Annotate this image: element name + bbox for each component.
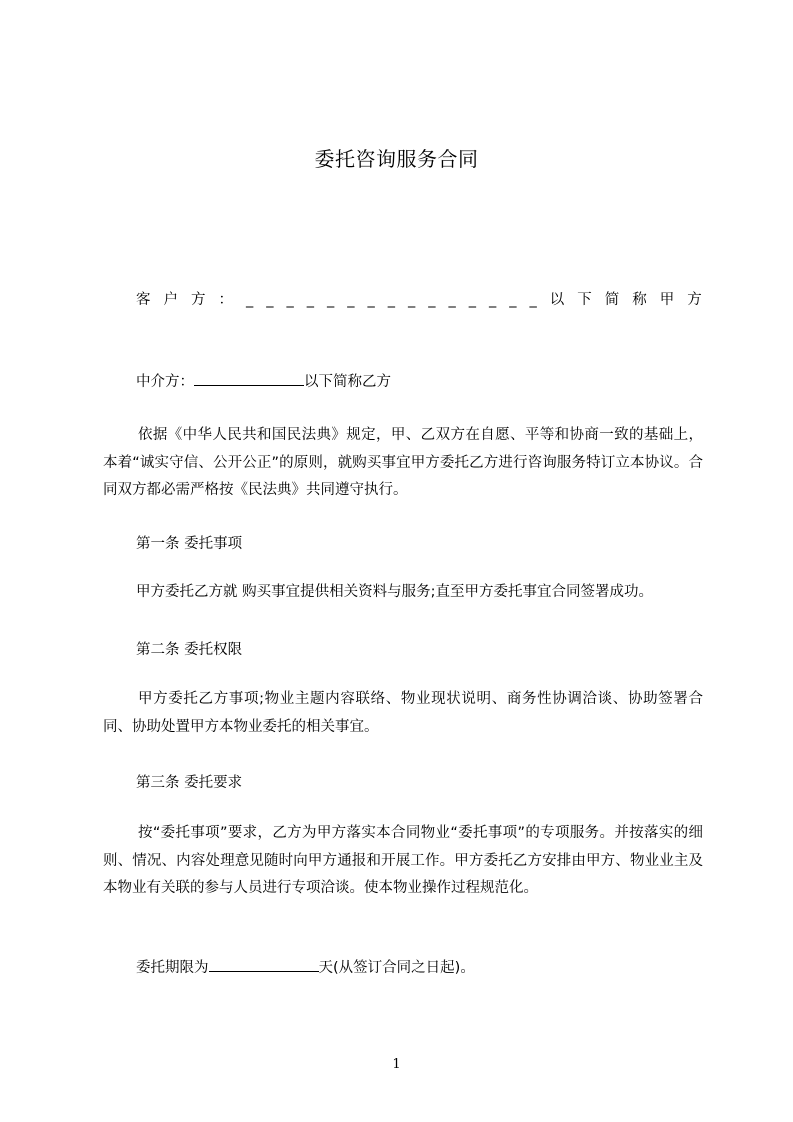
- client-blank-segment[interactable]: _: [367, 292, 375, 308]
- agent-party-line: [136, 369, 702, 395]
- client-line-char: 方: [191, 292, 206, 308]
- client-blank-segment[interactable]: _: [306, 292, 314, 308]
- article-1-heading: 第一条 委托事项: [136, 536, 243, 552]
- client-blank-segment[interactable]: _: [468, 292, 476, 308]
- client-line-char: 下: [577, 292, 592, 308]
- client-line-char: 客: [136, 292, 151, 308]
- article-2-body: 甲方委托乙方事项;物业主题内容联络、物业现状说明、商务性协调洽谈、协助签署合同、协助处置甲方本物业委托的相关事宜。: [103, 691, 703, 735]
- client-blank-segment[interactable]: _: [327, 292, 335, 308]
- agent-suffix: 以下简称乙方: [304, 374, 391, 390]
- article-2-heading: 第二条 委托权限: [136, 642, 243, 658]
- client-party-line: [136, 287, 702, 313]
- client-blank-segment[interactable]: _: [448, 292, 456, 308]
- client-blank-segment[interactable]: _: [509, 292, 517, 308]
- client-blank-segment[interactable]: _: [428, 292, 436, 308]
- client-line-char: 简: [604, 292, 620, 308]
- agent-name-blank[interactable]: [194, 371, 304, 386]
- client-blank-segment[interactable]: _: [266, 292, 274, 308]
- term-line: [136, 955, 702, 981]
- client-blank-segment[interactable]: _: [529, 292, 537, 308]
- term-label: 委托期限为: [136, 960, 209, 976]
- client-line-char: 户: [163, 292, 178, 308]
- article-3-body: 按“委托事项”要求，乙方为甲方落实本合同物业“委托事项”的专项服务。并按落实的细则、情况、内容处理意见随时向甲方通报和开展工作。甲方委托乙方安排由甲方、物业业主及本物业有关联的参与人员进行专项洽谈。使本物业操作过程规范化。: [103, 825, 703, 896]
- client-blank-segment[interactable]: _: [408, 292, 416, 308]
- term-days-blank[interactable]: [209, 957, 319, 972]
- intro-paragraph: 依据《中华人民共和国民法典》规定，甲、乙双方在自愿、平等和协商一致的基础上，本着“诚实守信、公开公正”的原则，就购买事宜甲方委托乙方进行咨询服务特订立本协议。合同双方都必需严格按《民法典》共同遵守执行。: [103, 427, 703, 498]
- term-suffix: 天(从签订合同之日起)。: [318, 960, 475, 976]
- client-line-char: 甲: [659, 292, 675, 308]
- document-title: 委托咨询服务合同: [314, 147, 479, 171]
- client-line-char: 以: [549, 292, 565, 308]
- client-line-char: 方: [687, 292, 702, 308]
- agent-label: 中介方：: [136, 374, 194, 390]
- client-blank-segment[interactable]: _: [246, 292, 254, 308]
- client-blank-segment[interactable]: _: [489, 292, 497, 308]
- client-blank-segment[interactable]: _: [387, 292, 395, 308]
- article-1-body: 甲方委托乙方就 购买事宜提供相关资料与服务;直至甲方委托事宜合同签署成功。: [136, 584, 653, 600]
- article-3-heading: 第三条 委托要求: [136, 775, 243, 791]
- client-blank-segment[interactable]: _: [286, 292, 294, 308]
- client-blank-segment[interactable]: _: [347, 292, 355, 308]
- page-number: 1: [392, 1057, 401, 1072]
- client-line-char: ：: [218, 292, 233, 308]
- client-line-char: 称: [632, 292, 647, 308]
